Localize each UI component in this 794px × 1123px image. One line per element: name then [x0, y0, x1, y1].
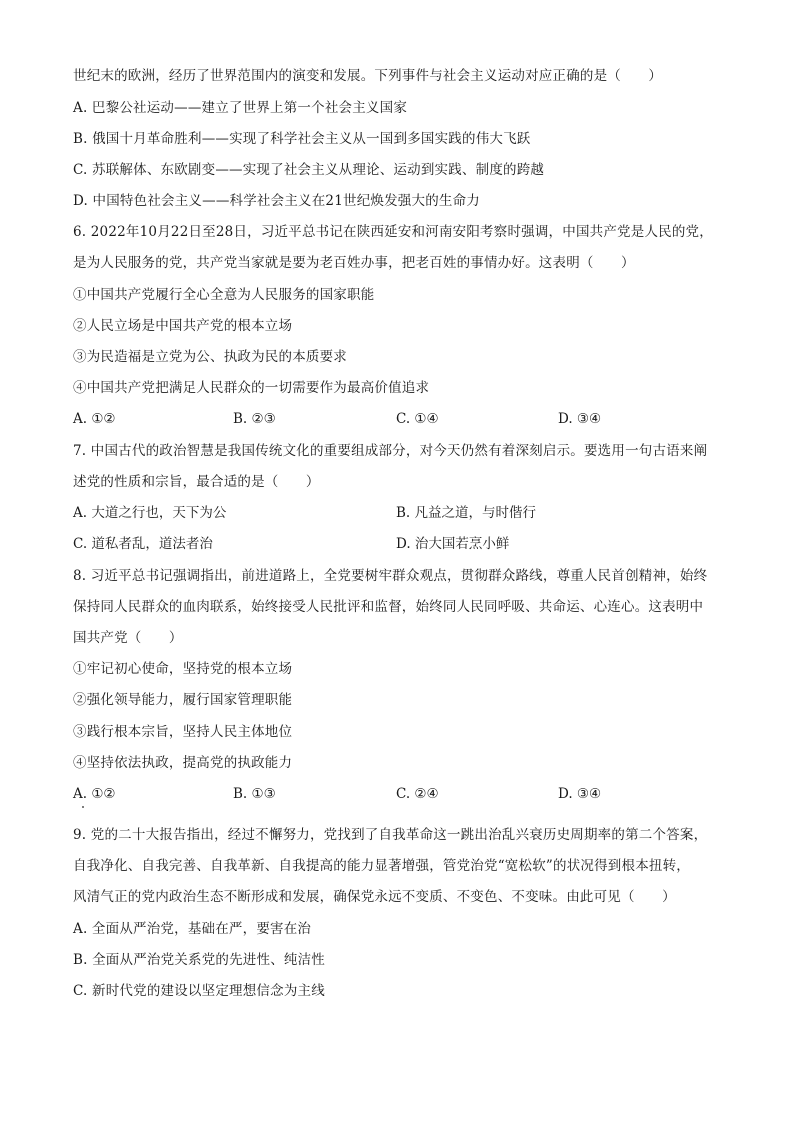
q6-stem-line-2: 是为人民服务的党，共产党当家就是要为老百姓办事，把老百姓的事情办好。这表明（ ） — [73, 255, 635, 271]
q5-option-b: B. 俄国十月革命胜利——实现了科学社会主义从一国到多国实践的伟大飞跃 — [73, 131, 531, 147]
q7-choice-a: A. 大道之行也，天下为公 — [73, 505, 227, 521]
q6-choice-d: D. ③④ — [558, 411, 602, 427]
q9-option-b: B. 全面从严治党关系党的先进性、纯洁性 — [73, 952, 326, 968]
q9-stem-line-2: 自我净化、自我完善、自我革新、自我提高的能力显著增强，管党治党“宽松软”的状况得到根本扭转， — [73, 858, 691, 874]
q8-item-1: ①牢记初心使命，坚持党的根本立场 — [73, 661, 293, 677]
q6-item-4: ④中国共产党把满足人民群众的一切需要作为最高价值追求 — [73, 380, 430, 396]
q8-choice-c: C. ②④ — [396, 786, 439, 802]
q8-choice-a: A. ①② — [73, 786, 116, 802]
q8-item-3: ③践行根本宗旨，坚持人民主体地位 — [73, 724, 293, 740]
q6-stem-line-1: 6. 2022年10月22日至28日，习近平总书记在陕西延安和河南安阳考察时强调，中国共产党是人民的党， — [73, 224, 713, 240]
q9-stem-line-1: 9. 党的二十大报告指出，经过不懈努力，党找到了自我革命这一跳出治乱兴衰历史周期率的第二个答案， — [73, 827, 708, 843]
q6-item-1: ①中国共产党履行全心全意为人民服务的国家职能 — [73, 287, 375, 303]
q6-item-2: ②人民立场是中国共产党的根本立场 — [73, 318, 293, 334]
q8-stem-line-1: 8. 习近平总书记强调指出，前进道路上，全党要树牢群众观点，贯彻群众路线，尊重人民首创精神，始终 — [73, 568, 708, 584]
q8-choice-b: B. ①③ — [233, 786, 276, 802]
q5-option-d: D. 中国特色社会主义——科学社会主义在21世纪焕发强大的生命力 — [73, 193, 481, 209]
q7-choice-b: B. 凡益之道，与时偕行 — [396, 505, 537, 521]
q7-stem-line-2: 述党的性质和宗旨，最合适的是（ ） — [73, 474, 320, 490]
q8-choice-d: D. ③④ — [558, 786, 602, 802]
q7-choice-d: D. 治大国若烹小鲜 — [396, 536, 510, 552]
q6-choice-c: C. ①④ — [396, 411, 439, 427]
q9-option-a: A. 全面从严治党，基础在严，要害在治 — [73, 921, 312, 937]
q5-stem: 世纪末的欧洲，经历了世界范围内的演变和发展。下列事件与社会主义运动对应正确的是（ ） — [73, 68, 663, 84]
q8-stem-line-3: 国共产党（ ） — [73, 630, 183, 646]
q6-item-3: ③为民造福是立党为公、执政为民的本质要求 — [73, 349, 347, 365]
q9-option-c: C. 新时代党的建设以坚定理想信念为主线 — [73, 983, 325, 999]
q5-option-c: C. 苏联解体、东欧剧变——实现了社会主义从理论、运动到实践、制度的跨越 — [73, 162, 545, 178]
q6-choice-b: B. ②③ — [233, 411, 276, 427]
q7-choice-c: C. 道私者乱，道法者治 — [73, 536, 213, 552]
q8-item-2: ②强化领导能力，履行国家管理职能 — [73, 692, 293, 708]
q8-stem-line-2: 保持同人民群众的血肉联系，始终接受人民批评和监督，始终同人民同呼吸、共命运、心连心。这表明中 — [73, 599, 704, 615]
q9-stem-line-3: 风清气正的党内政治生态不断形成和发展，确保党永远不变质、不变色、不变味。由此可见（ ） — [73, 889, 676, 905]
q8-item-4: ④坚持依法执政，提高党的执政能力 — [73, 755, 293, 771]
q7-stem-line-1: 7. 中国古代的政治智慧是我国传统文化的重要组成部分，对今天仍然有着深刻启示。要选用一句古语来阐 — [73, 443, 708, 459]
q5-option-a: A. 巴黎公社运动——建立了世界上第一个社会主义国家 — [73, 100, 408, 116]
stray-mark — [82, 806, 84, 808]
q6-choice-a: A. ①② — [73, 411, 116, 427]
